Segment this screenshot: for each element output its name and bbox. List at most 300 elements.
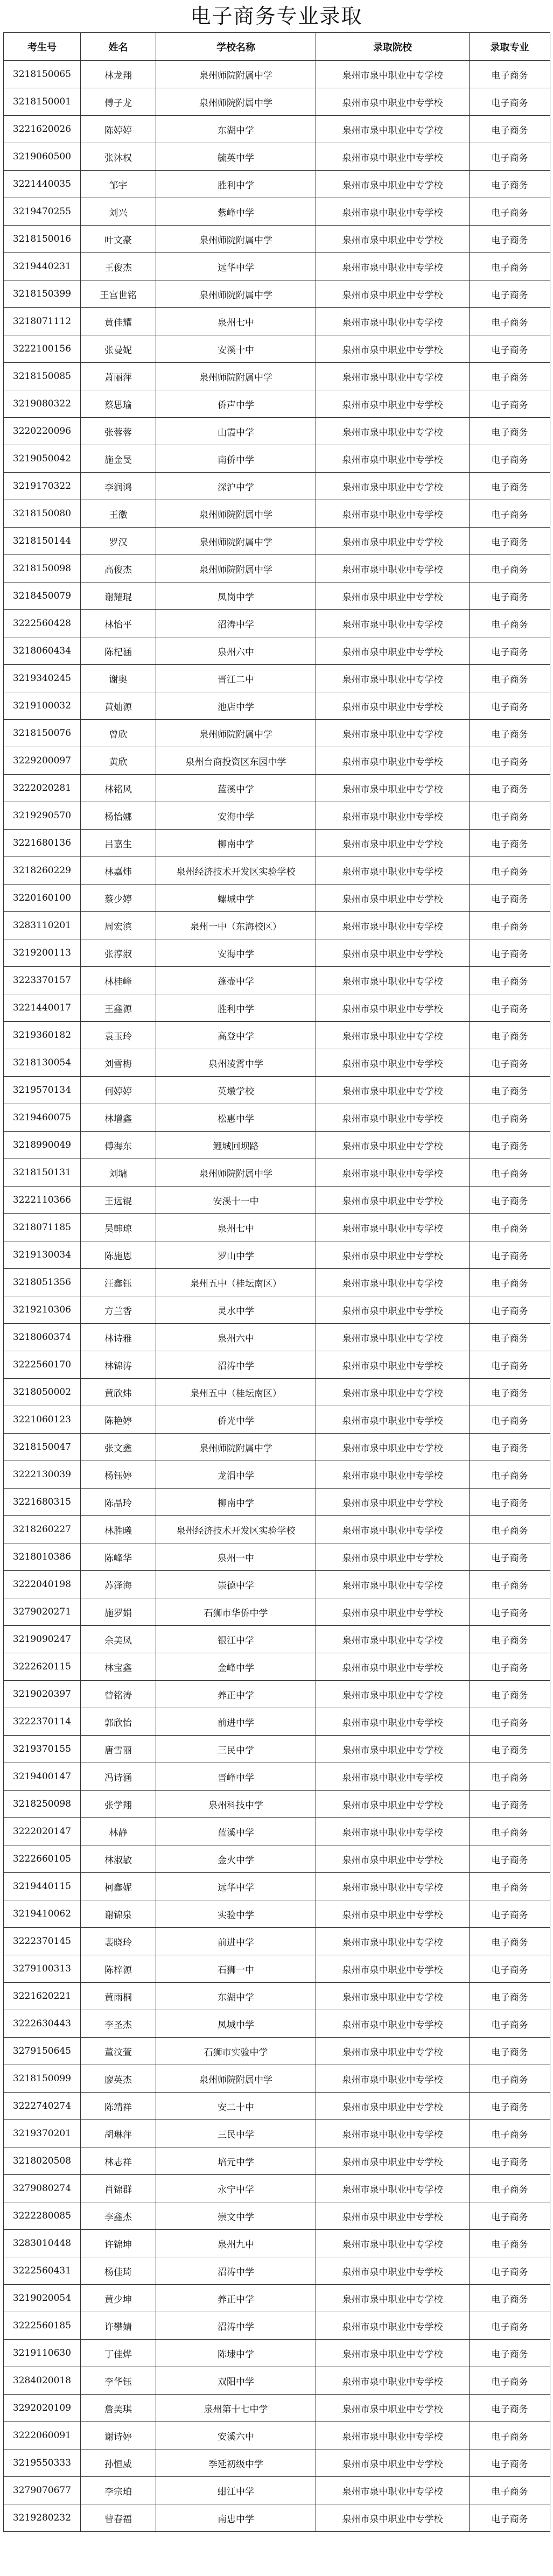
major-cell: 电子商务 — [470, 61, 550, 88]
table-row — [4, 2422, 550, 2449]
major-cell: 电子商务 — [470, 1681, 550, 1708]
school-name-cell: 银江中学 — [156, 1626, 316, 1653]
school-name-cell: 东湖中学 — [156, 1983, 316, 2010]
exam-id-cell: 3221680136 — [4, 830, 81, 857]
student-name-cell: 柯鑫妮 — [81, 1873, 156, 1900]
school-name-cell: 泉州师院附属中学 — [156, 555, 316, 582]
school-name-cell: 沼涛中学 — [156, 610, 316, 637]
school-name-cell: 英墩学校 — [156, 1077, 316, 1104]
admitting-institution-cell: 泉州市泉中职业中专学校 — [316, 2449, 470, 2477]
major-cell: 电子商务 — [470, 1900, 550, 1928]
major-cell: 电子商务 — [470, 1653, 550, 1681]
table-row — [4, 1379, 550, 1406]
major-cell: 电子商务 — [470, 1296, 550, 1324]
admitting-institution-cell: 泉州市泉中职业中专学校 — [316, 1543, 470, 1571]
major-cell: 电子商务 — [470, 692, 550, 720]
major-cell: 电子商务 — [470, 1324, 550, 1351]
school-name-cell: 凤岗中学 — [156, 582, 316, 610]
admitting-institution-cell: 泉州市泉中职业中专学校 — [316, 445, 470, 473]
table-row — [4, 88, 550, 116]
major-cell: 电子商务 — [470, 775, 550, 802]
table-row — [4, 363, 550, 390]
table-row — [4, 1763, 550, 1791]
exam-id-cell: 3218450079 — [4, 582, 81, 610]
school-name-cell: 泉州五中（桂坛南区） — [156, 1269, 316, 1296]
exam-id-cell: 3279150645 — [4, 2038, 81, 2065]
school-name-cell: 泉州师院附属中学 — [156, 1159, 316, 1187]
major-cell: 电子商务 — [470, 1241, 550, 1269]
admitting-institution-cell: 泉州市泉中职业中专学校 — [316, 637, 470, 665]
exam-id-cell: 3222660105 — [4, 1845, 81, 1873]
major-cell: 电子商务 — [470, 2257, 550, 2285]
table-row — [4, 1681, 550, 1708]
admitting-institution-cell: 泉州市泉中职业中专学校 — [316, 2120, 470, 2147]
admitting-institution-cell: 泉州市泉中职业中专学校 — [316, 1900, 470, 1928]
table-row — [4, 1900, 550, 1928]
student-name-cell: 蔡少婷 — [81, 885, 156, 912]
admitting-institution-cell: 泉州市泉中职业中专学校 — [316, 1187, 470, 1214]
student-name-cell: 刘墉 — [81, 1159, 156, 1187]
table-row — [4, 143, 550, 171]
major-cell: 电子商务 — [470, 1598, 550, 1626]
student-name-cell: 胡琳萍 — [81, 2120, 156, 2147]
table-row — [4, 2312, 550, 2340]
exam-id-cell: 3219410062 — [4, 1900, 81, 1928]
exam-id-cell: 3219020054 — [4, 2285, 81, 2312]
student-name-cell: 林志祥 — [81, 2147, 156, 2175]
school-name-cell: 毓英中学 — [156, 143, 316, 171]
student-name-cell: 林龙翔 — [81, 61, 156, 88]
major-cell: 电子商务 — [470, 2422, 550, 2449]
school-name-cell: 泉州第十七中学 — [156, 2395, 316, 2422]
student-name-cell: 施罗娟 — [81, 1598, 156, 1626]
student-name-cell: 谢耀琨 — [81, 582, 156, 610]
major-cell: 电子商务 — [470, 2477, 550, 2504]
admitting-institution-cell: 泉州市泉中职业中专学校 — [316, 500, 470, 528]
student-name-cell: 曾欣 — [81, 720, 156, 747]
exam-id-cell: 3218150399 — [4, 280, 81, 308]
student-name-cell: 肖锦群 — [81, 2175, 156, 2202]
major-cell: 电子商务 — [470, 1461, 550, 1489]
table-row — [4, 1022, 550, 1049]
school-name-cell: 侨声中学 — [156, 390, 316, 418]
student-name-cell: 李鑫杰 — [81, 2202, 156, 2230]
table-row — [4, 802, 550, 830]
school-name-cell: 晋江二中 — [156, 665, 316, 692]
major-cell: 电子商务 — [470, 116, 550, 143]
admitting-institution-cell: 泉州市泉中职业中专学校 — [316, 610, 470, 637]
school-name-cell: 紫峰中学 — [156, 198, 316, 226]
major-cell: 电子商务 — [470, 2010, 550, 2038]
exam-id-cell: 3218150131 — [4, 1159, 81, 1187]
table-row — [4, 61, 550, 88]
table-row — [4, 1873, 550, 1900]
student-name-cell: 陈婷婷 — [81, 116, 156, 143]
student-name-cell: 吴韩琼 — [81, 1214, 156, 1241]
student-name-cell: 黄佳耀 — [81, 308, 156, 335]
admitting-institution-cell: 泉州市泉中职业中专学校 — [316, 2340, 470, 2367]
admitting-institution-cell: 泉州市泉中职业中专学校 — [316, 1681, 470, 1708]
exam-id-cell: 3219110630 — [4, 2340, 81, 2367]
exam-id-cell: 3221620221 — [4, 1983, 81, 2010]
admitting-institution-cell: 泉州市泉中职业中专学校 — [316, 1324, 470, 1351]
student-name-cell: 林胜曦 — [81, 1516, 156, 1543]
school-name-cell: 永宁中学 — [156, 2175, 316, 2202]
student-name-cell: 汪鑫钰 — [81, 1269, 156, 1296]
table-row — [4, 445, 550, 473]
admitting-institution-cell: 泉州市泉中职业中专学校 — [316, 363, 470, 390]
table-header-row — [4, 33, 550, 61]
student-name-cell: 杨怡娜 — [81, 802, 156, 830]
student-name-cell: 何婷婷 — [81, 1077, 156, 1104]
exam-id-cell: 3222100156 — [4, 335, 81, 363]
exam-id-cell: 3218150047 — [4, 1434, 81, 1461]
major-cell: 电子商务 — [470, 1845, 550, 1873]
major-cell: 电子商务 — [470, 2175, 550, 2202]
major-cell: 电子商务 — [470, 1516, 550, 1543]
admitting-institution-cell: 泉州市泉中职业中专学校 — [316, 1296, 470, 1324]
major-cell: 电子商务 — [470, 2312, 550, 2340]
table-row — [4, 1516, 550, 1543]
admitting-institution-cell: 泉州市泉中职业中专学校 — [316, 2175, 470, 2202]
admitting-institution-cell: 泉州市泉中职业中专学校 — [316, 171, 470, 198]
school-name-cell: 实验中学 — [156, 1900, 316, 1928]
major-cell: 电子商务 — [470, 1626, 550, 1653]
exam-id-cell: 3222110366 — [4, 1187, 81, 1214]
table-row — [4, 1928, 550, 1955]
major-cell: 电子商务 — [470, 1406, 550, 1434]
school-name-cell: 安海中学 — [156, 939, 316, 967]
student-name-cell: 施金旻 — [81, 445, 156, 473]
exam-id-cell: 3222560428 — [4, 610, 81, 637]
admitting-institution-cell: 泉州市泉中职业中专学校 — [316, 1516, 470, 1543]
student-name-cell: 陈艳婷 — [81, 1406, 156, 1434]
admitting-institution-cell: 泉州市泉中职业中专学校 — [316, 390, 470, 418]
table-row — [4, 2010, 550, 2038]
exam-id-cell: 3219200113 — [4, 939, 81, 967]
table-row — [4, 2120, 550, 2147]
table-row — [4, 2230, 550, 2257]
school-name-cell: 高登中学 — [156, 1022, 316, 1049]
student-name-cell: 裴晓玲 — [81, 1928, 156, 1955]
school-name-cell: 南忠中学 — [156, 2504, 316, 2532]
student-name-cell: 林淑敏 — [81, 1845, 156, 1873]
exam-id-cell: 3219340245 — [4, 665, 81, 692]
table-row — [4, 2449, 550, 2477]
school-name-cell: 安海中学 — [156, 802, 316, 830]
student-name-cell: 李华钰 — [81, 2367, 156, 2395]
exam-id-cell: 3221440017 — [4, 994, 81, 1022]
student-name-cell: 丁佳烨 — [81, 2340, 156, 2367]
school-name-cell: 石狮市实验中学 — [156, 2038, 316, 2065]
major-cell: 电子商务 — [470, 528, 550, 555]
school-name-cell: 泉州六中 — [156, 1324, 316, 1351]
exam-id-cell: 3222630443 — [4, 2010, 81, 2038]
table-row — [4, 2093, 550, 2120]
school-name-cell: 侨光中学 — [156, 1406, 316, 1434]
major-cell: 电子商务 — [470, 1379, 550, 1406]
admitting-institution-cell: 泉州市泉中职业中专学校 — [316, 967, 470, 994]
admitting-institution-cell: 泉州市泉中职业中专学校 — [316, 857, 470, 885]
school-name-cell: 泉州科技中学 — [156, 1791, 316, 1818]
exam-id-cell: 3222370145 — [4, 1928, 81, 1955]
table-row — [4, 939, 550, 967]
table-row — [4, 555, 550, 582]
table-row — [4, 2340, 550, 2367]
major-cell: 电子商务 — [470, 1489, 550, 1516]
table-row — [4, 226, 550, 253]
table-row — [4, 1187, 550, 1214]
exam-id-cell: 3283110201 — [4, 912, 81, 939]
admitting-institution-cell: 泉州市泉中职业中专学校 — [316, 1461, 470, 1489]
page-title: 电子商务专业录取 — [190, 4, 363, 28]
school-name-cell: 前进中学 — [156, 1708, 316, 1736]
admitting-institution-cell: 泉州市泉中职业中专学校 — [316, 2010, 470, 2038]
exam-id-cell: 3222020147 — [4, 1818, 81, 1845]
admitting-institution-cell: 泉州市泉中职业中专学校 — [316, 1269, 470, 1296]
exam-id-cell: 3219290570 — [4, 802, 81, 830]
exam-id-cell: 3218150144 — [4, 528, 81, 555]
exam-id-cell: 3218150085 — [4, 363, 81, 390]
school-name-cell: 灵水中学 — [156, 1296, 316, 1324]
admitting-institution-cell: 泉州市泉中职业中专学校 — [316, 1763, 470, 1791]
student-name-cell: 张文鑫 — [81, 1434, 156, 1461]
exam-id-cell: 3219050042 — [4, 445, 81, 473]
admitting-institution-cell: 泉州市泉中职业中专学校 — [316, 2367, 470, 2395]
exam-id-cell: 3221620026 — [4, 116, 81, 143]
exam-id-cell: 3283010448 — [4, 2230, 81, 2257]
student-name-cell: 傅子龙 — [81, 88, 156, 116]
admitting-institution-cell: 泉州市泉中职业中专学校 — [316, 473, 470, 500]
exam-id-cell: 3222060091 — [4, 2422, 81, 2449]
table-row — [4, 1324, 550, 1351]
school-name-cell: 三民中学 — [156, 1736, 316, 1763]
admitting-institution-cell: 泉州市泉中职业中专学校 — [316, 2312, 470, 2340]
school-name-cell: 胜利中学 — [156, 171, 316, 198]
table-row — [4, 308, 550, 335]
table-row — [4, 1598, 550, 1626]
major-cell: 电子商务 — [470, 1132, 550, 1159]
exam-id-cell: 3218250098 — [4, 1791, 81, 1818]
major-cell: 电子商务 — [470, 2093, 550, 2120]
school-name-cell: 泉州六中 — [156, 637, 316, 665]
exam-id-cell: 3218990049 — [4, 1132, 81, 1159]
admitting-institution-cell: 泉州市泉中职业中专学校 — [316, 1241, 470, 1269]
school-name-cell: 鲤城回坝路 — [156, 1132, 316, 1159]
school-name-cell: 泉州师院附属中学 — [156, 61, 316, 88]
exam-id-cell: 3222040198 — [4, 1571, 81, 1598]
major-cell: 电子商务 — [470, 253, 550, 280]
admitting-institution-cell: 泉州市泉中职业中专学校 — [316, 555, 470, 582]
student-name-cell: 黄欣炜 — [81, 1379, 156, 1406]
student-name-cell: 刘雪梅 — [81, 1049, 156, 1077]
school-name-cell: 蚶江中学 — [156, 2477, 316, 2504]
major-cell: 电子商务 — [470, 1022, 550, 1049]
table-row — [4, 582, 550, 610]
admitting-institution-cell: 泉州市泉中职业中专学校 — [316, 1708, 470, 1736]
exam-id-cell: 3219570134 — [4, 1077, 81, 1104]
table-row — [4, 500, 550, 528]
major-cell: 电子商务 — [470, 720, 550, 747]
admitting-institution-cell: 泉州市泉中职业中专学校 — [316, 1104, 470, 1132]
admitting-institution-cell: 泉州市泉中职业中专学校 — [316, 1132, 470, 1159]
table-row — [4, 2038, 550, 2065]
admitting-institution-cell: 泉州市泉中职业中专学校 — [316, 1873, 470, 1900]
table-row — [4, 171, 550, 198]
school-name-cell: 崇德中学 — [156, 1571, 316, 1598]
school-name-cell: 双阳中学 — [156, 2367, 316, 2395]
admitting-institution-cell: 泉州市泉中职业中专学校 — [316, 2093, 470, 2120]
exam-id-cell: 3222560431 — [4, 2257, 81, 2285]
admitting-institution-cell: 泉州市泉中职业中专学校 — [316, 1571, 470, 1598]
column-header-admitting-institution: 录取院校 — [316, 33, 470, 61]
admitting-institution-cell: 泉州市泉中职业中专学校 — [316, 720, 470, 747]
table-row — [4, 1269, 550, 1296]
exam-id-cell: 3218071185 — [4, 1214, 81, 1241]
admitting-institution-cell: 泉州市泉中职业中专学校 — [316, 1077, 470, 1104]
admitting-institution-cell: 泉州市泉中职业中专学校 — [316, 280, 470, 308]
exam-id-cell: 3219400147 — [4, 1763, 81, 1791]
exam-id-cell: 3219440231 — [4, 253, 81, 280]
student-name-cell: 傅海东 — [81, 1132, 156, 1159]
admitting-institution-cell: 泉州市泉中职业中专学校 — [316, 747, 470, 775]
major-cell: 电子商务 — [470, 308, 550, 335]
school-name-cell: 泉州师院附属中学 — [156, 226, 316, 253]
student-name-cell: 曾春福 — [81, 2504, 156, 2532]
major-cell: 电子商务 — [470, 390, 550, 418]
school-name-cell: 泉州师院附属中学 — [156, 88, 316, 116]
major-cell: 电子商务 — [470, 2120, 550, 2147]
major-cell: 电子商务 — [470, 1077, 550, 1104]
table-row — [4, 1104, 550, 1132]
major-cell: 电子商务 — [470, 2395, 550, 2422]
admitting-institution-cell: 泉州市泉中职业中专学校 — [316, 2477, 470, 2504]
admitting-institution-cell: 泉州市泉中职业中专学校 — [316, 1736, 470, 1763]
exam-id-cell: 3222280085 — [4, 2202, 81, 2230]
student-name-cell: 方兰香 — [81, 1296, 156, 1324]
exam-id-cell: 3219130034 — [4, 1241, 81, 1269]
major-cell: 电子商务 — [470, 1571, 550, 1598]
major-cell: 电子商务 — [470, 1187, 550, 1214]
table-row — [4, 1159, 550, 1187]
exam-id-cell: 3219550333 — [4, 2449, 81, 2477]
major-cell: 电子商务 — [470, 2147, 550, 2175]
exam-id-cell: 3218020508 — [4, 2147, 81, 2175]
admitting-institution-cell: 泉州市泉中职业中专学校 — [316, 912, 470, 939]
student-name-cell: 杨佳琦 — [81, 2257, 156, 2285]
major-cell: 电子商务 — [470, 830, 550, 857]
major-cell: 电子商务 — [470, 857, 550, 885]
admitting-institution-cell: 泉州市泉中职业中专学校 — [316, 2395, 470, 2422]
student-name-cell: 林嘉炜 — [81, 857, 156, 885]
admitting-institution-cell: 泉州市泉中职业中专学校 — [316, 2038, 470, 2065]
school-name-cell: 远华中学 — [156, 1873, 316, 1900]
admitting-institution-cell: 泉州市泉中职业中专学校 — [316, 1653, 470, 1681]
major-cell: 电子商务 — [470, 637, 550, 665]
school-name-cell: 泉州师院附属中学 — [156, 500, 316, 528]
school-name-cell: 山霞中学 — [156, 418, 316, 445]
table-row — [4, 1406, 550, 1434]
student-name-cell: 叶文豪 — [81, 226, 156, 253]
major-cell: 电子商务 — [470, 582, 550, 610]
major-cell: 电子商务 — [470, 2230, 550, 2257]
major-cell: 电子商务 — [470, 1104, 550, 1132]
exam-id-cell: 3218150099 — [4, 2065, 81, 2093]
exam-id-cell: 3279020271 — [4, 1598, 81, 1626]
school-name-cell: 沼涛中学 — [156, 2312, 316, 2340]
exam-id-cell: 3219210306 — [4, 1296, 81, 1324]
column-header-school: 学校名称 — [156, 33, 316, 61]
school-name-cell: 金火中学 — [156, 1845, 316, 1873]
school-name-cell: 泉州师院附属中学 — [156, 720, 316, 747]
major-cell: 电子商务 — [470, 1818, 550, 1845]
major-cell: 电子商务 — [470, 1873, 550, 1900]
school-name-cell: 泉州凌霄中学 — [156, 1049, 316, 1077]
major-cell: 电子商务 — [470, 1214, 550, 1241]
table-row — [4, 116, 550, 143]
exam-id-cell: 3219370201 — [4, 2120, 81, 2147]
student-name-cell: 王宫世铭 — [81, 280, 156, 308]
admitting-institution-cell: 泉州市泉中职业中专学校 — [316, 2504, 470, 2532]
admitting-institution-cell: 泉州市泉中职业中专学校 — [316, 1598, 470, 1626]
student-name-cell: 张沐权 — [81, 143, 156, 171]
exam-id-cell: 3279080274 — [4, 2175, 81, 2202]
school-name-cell: 养正中学 — [156, 1681, 316, 1708]
exam-id-cell: 3221440035 — [4, 171, 81, 198]
school-name-cell: 胜利中学 — [156, 994, 316, 1022]
exam-id-cell: 3218150080 — [4, 500, 81, 528]
exam-id-cell: 3279100313 — [4, 1955, 81, 1983]
school-name-cell: 凤城中学 — [156, 2010, 316, 2038]
school-name-cell: 螺城中学 — [156, 885, 316, 912]
exam-id-cell: 3221680315 — [4, 1489, 81, 1516]
major-cell: 电子商务 — [470, 2504, 550, 2532]
admitting-institution-cell: 泉州市泉中职业中专学校 — [316, 1955, 470, 1983]
admitting-institution-cell: 泉州市泉中职业中专学校 — [316, 665, 470, 692]
admitting-institution-cell: 泉州市泉中职业中专学校 — [316, 1406, 470, 1434]
admitting-institution-cell: 泉州市泉中职业中专学校 — [316, 528, 470, 555]
student-name-cell: 陈杞涵 — [81, 637, 156, 665]
admitting-institution-cell: 泉州市泉中职业中专学校 — [316, 1379, 470, 1406]
exam-id-cell: 3222130039 — [4, 1461, 81, 1489]
major-cell: 电子商务 — [470, 912, 550, 939]
table-row — [4, 2175, 550, 2202]
table-row — [4, 2065, 550, 2093]
student-name-cell: 冯诗涵 — [81, 1763, 156, 1791]
admitting-institution-cell: 泉州市泉中职业中专学校 — [316, 582, 470, 610]
column-header-exam-id: 考生号 — [4, 33, 81, 61]
exam-id-cell: 3218260227 — [4, 1516, 81, 1543]
student-name-cell: 林锦涛 — [81, 1351, 156, 1379]
admitting-institution-cell: 泉州市泉中职业中专学校 — [316, 198, 470, 226]
school-name-cell: 泉州师院附属中学 — [156, 1434, 316, 1461]
student-name-cell: 陈施恩 — [81, 1241, 156, 1269]
exam-id-cell: 3220220096 — [4, 418, 81, 445]
exam-id-cell: 3218260229 — [4, 857, 81, 885]
admitting-institution-cell: 泉州市泉中职业中专学校 — [316, 1489, 470, 1516]
table-row — [4, 198, 550, 226]
admitting-institution-cell: 泉州市泉中职业中专学校 — [316, 61, 470, 88]
student-name-cell: 周宏滨 — [81, 912, 156, 939]
student-name-cell: 唐雪丽 — [81, 1736, 156, 1763]
student-name-cell: 陈晶玲 — [81, 1489, 156, 1516]
column-header-name: 姓名 — [81, 33, 156, 61]
major-cell: 电子商务 — [470, 1983, 550, 2010]
major-cell: 电子商务 — [470, 2065, 550, 2093]
admitting-institution-cell: 泉州市泉中职业中专学校 — [316, 1159, 470, 1187]
exam-id-cell: 3219440115 — [4, 1873, 81, 1900]
admitting-institution-cell: 泉州市泉中职业中专学校 — [316, 1983, 470, 2010]
